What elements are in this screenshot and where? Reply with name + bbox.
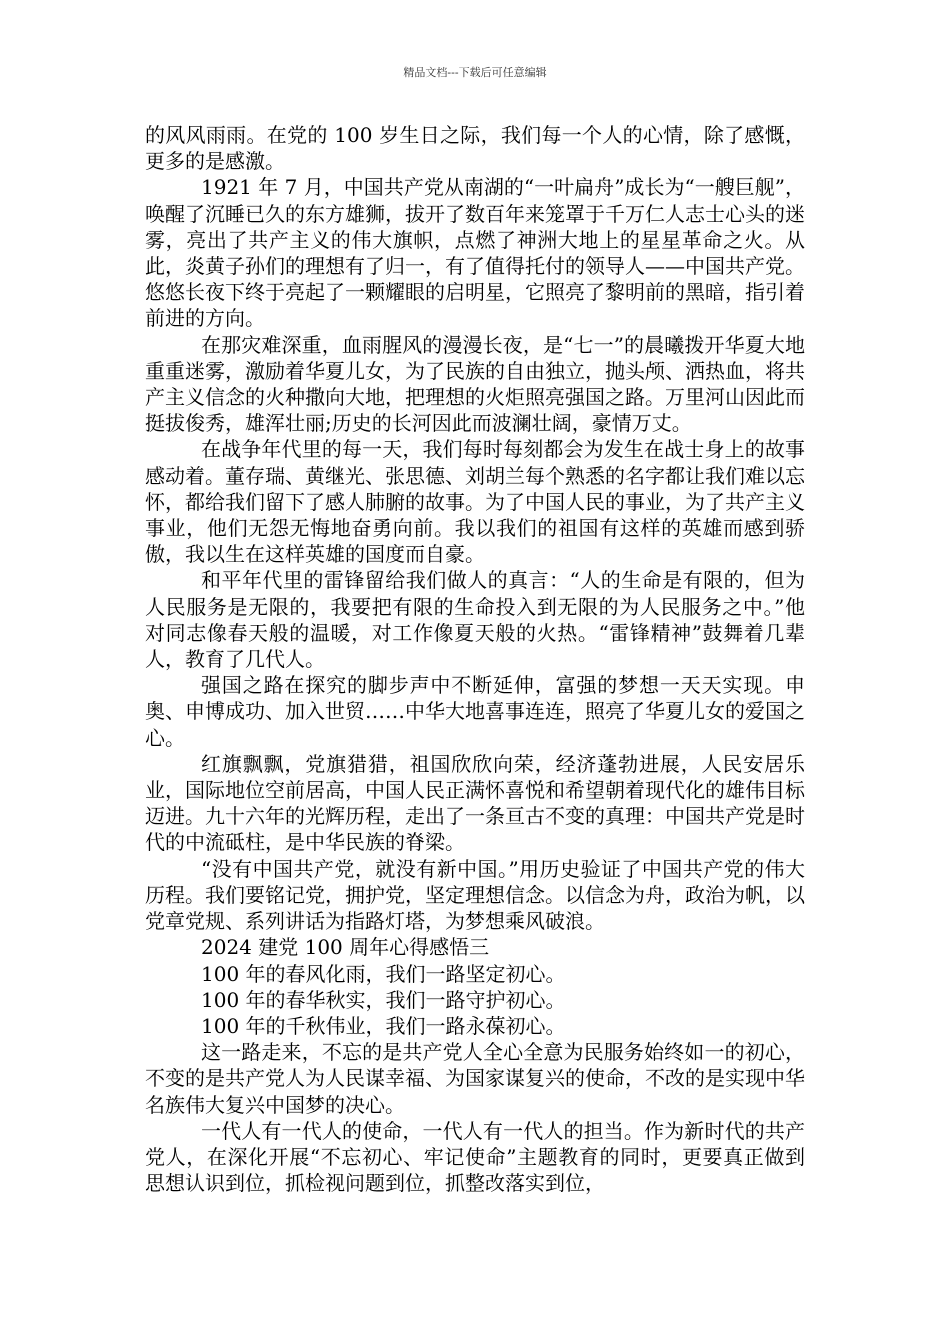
paragraph: 1921 年 7 月，中国共产党从南湖的“一叶扁舟”成长为“一艘巨舰”，唤醒了沉睡已久的东方雄狮，拔开了数百年来笼罩于千万仁人志士心头的迷雾，亮出了共产主义的伟大旗帜，点燃了神洲大地上的星星革命之火。从此，炎黄子孙们的理想有了归一，有了值得托付的领导人——中国共产党。悠悠长夜下终于亮起了一颗耀眼的启明星，它照亮了黎明前的黑暗，指引着前进的方向。	[145, 175, 805, 331]
paragraph: 的风风雨雨。在党的 100 岁生日之际，我们每一个人的心情，除了感慨，更多的是感激。	[145, 123, 805, 174]
paragraph: 红旗飘飘，党旗猎猎，祖国欣欣向荣，经济蓬勃进展，人民安居乐业，国际地位空前居高，中国人民正满怀喜悦和希望朝着现代化的雄伟目标迈进。九十六年的光辉历程，走出了一条亘古不变的真理：中国共产党是时代的中流砥柱，是中华民族的脊梁。	[145, 751, 805, 855]
document-body	[145, 122, 805, 1196]
paragraph: 强国之路在探究的脚步声中不断延伸，富强的梦想一天天实现。申奥、申博成功、加入世贸……中华大地喜事连连，照亮了华夏儿女的爱国之心。	[145, 673, 805, 750]
paragraph: 100 年的春风化雨，我们一路坚定初心。	[201, 961, 566, 986]
paragraph: 和平年代里的雷锋留给我们做人的真言：“人的生命是有限的，但为人民服务是无限的，我要把有限的生命投入到无限的为人民服务之中。”他对同志像春天般的温暖，对工作像夏天般的火热。“雷锋精神”鼓舞着几辈人，教育了几代人。	[145, 568, 805, 672]
paragraph: “没有中国共产党，就没有新中国。”用历史验证了中国共产党的伟大历程。我们要铭记党，拥护党，坚定理想信念。以信念为舟，政治为帆，以党章党规、系列讲话为指路灯塔，为梦想乘风破浪。	[145, 856, 805, 934]
page-header: 精品文档---下载后可任意编辑	[403, 66, 547, 79]
paragraph: 一代人有一代人的使命，一代人有一代人的担当。作为新时代的共产党人，在深化开展“不忘初心、牢记使命”主题教育的同时，更要真正做到思想认识到位，抓检视问题到位，抓整改落实到位，	[145, 1118, 805, 1196]
section-heading: 2024 建党 100 周年心得感悟三	[201, 935, 490, 960]
paragraph: 在那灾难深重，血雨腥风的漫漫长夜，是“七一”的晨曦拨开华夏大地重重迷雾，激励着华夏儿女，为了民族的自由独立，抛头颅、洒热血，将共产主义信念的火种撒向大地，把理想的火炬照亮强国之路。万里河山因此而挺拔俊秀，雄浑壮丽;历史的长河因此而波澜壮阔，豪情万丈。	[145, 332, 805, 436]
paragraph: 在战争年代里的每一天，我们每时每刻都会为发生在战士身上的故事感动着。董存瑞、黄继光、张思德、刘胡兰每个熟悉的名字都让我们难以忘怀，都给我们留下了感人肺腑的故事。为了中国人民的事业，为了共产主义事业，他们无怨无悔地奋勇向前。我以我们的祖国有这样的英雄而感到骄傲，我以生在这样英雄的国度而自豪。	[145, 437, 805, 567]
paragraph: 这一路走来，不忘的是共产党人全心全意为民服务始终如一的初心，不变的是共产党人为人民谋幸福、为国家谋复兴的使命，不改的是实现中华名族伟大复兴中国梦的决心。	[145, 1040, 805, 1117]
paragraph: 100 年的春华秋实，我们一路守护初心。	[201, 987, 566, 1012]
paragraph: 100 年的千秋伟业，我们一路永葆初心。	[201, 1013, 566, 1038]
